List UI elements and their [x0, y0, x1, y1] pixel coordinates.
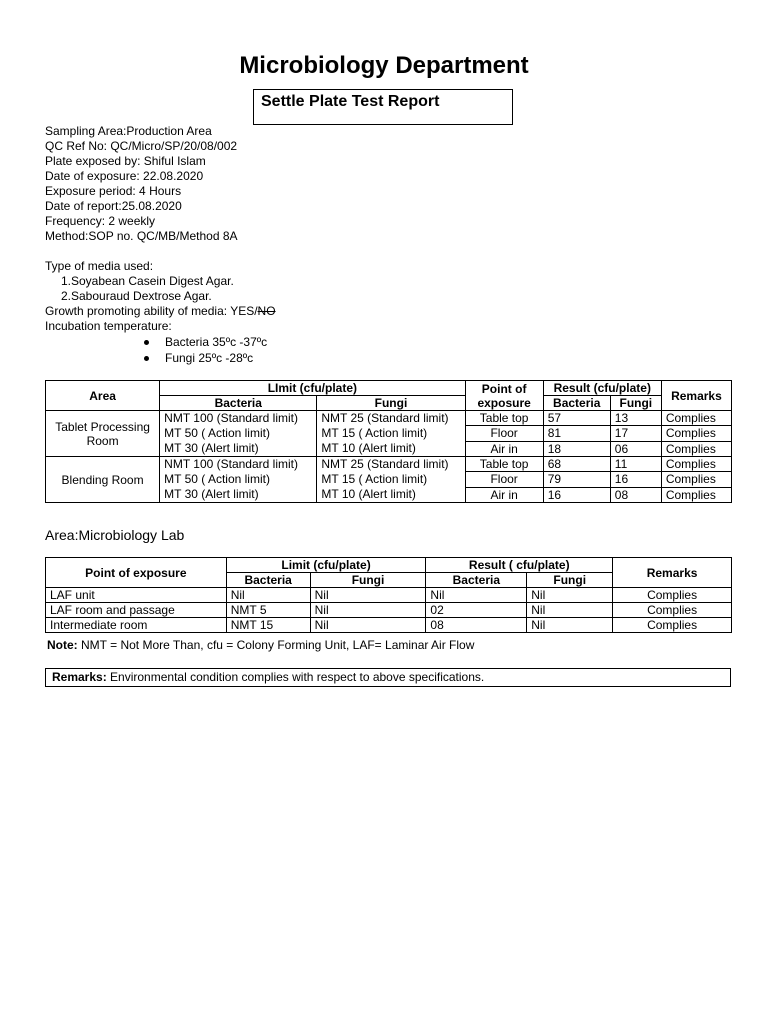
- point-cell: Air in: [465, 441, 543, 456]
- header-point: Point of exposure: [465, 381, 543, 411]
- header-point: Point of exposure: [46, 558, 227, 588]
- sampling-area: Sampling Area:Production Area: [45, 124, 212, 138]
- bacteria-result: 68: [543, 457, 610, 472]
- remarks-cell: Complies: [661, 457, 731, 472]
- limit-line: NMT 25 (Standard limit): [321, 457, 449, 471]
- table-row: [46, 457, 732, 472]
- limit-bacteria: NMT 5: [226, 603, 310, 618]
- point-cell: LAF unit: [46, 588, 227, 603]
- header-limit-fungi: Fungi: [310, 573, 426, 588]
- remarks-cell: Complies: [661, 441, 731, 456]
- remarks-cell: Complies: [661, 411, 731, 426]
- bacteria-result: 16: [543, 487, 610, 502]
- note-label: Note:: [47, 638, 78, 652]
- header-remarks: Remarks: [661, 381, 731, 411]
- bullet-icon: [144, 356, 149, 361]
- result-fungi: Nil: [527, 588, 613, 603]
- limit-line: NMT 100 (Standard limit): [164, 457, 298, 471]
- header-result-bacteria: Bacteria: [426, 573, 527, 588]
- bullet-icon: [144, 340, 149, 345]
- result-bacteria: 02: [426, 603, 527, 618]
- fungi-result: 13: [610, 411, 661, 426]
- growth-prefix: Growth promoting ability of media: YES/: [45, 304, 258, 318]
- fungi-limit-cell: [317, 411, 465, 457]
- limit-fungi: Nil: [310, 588, 426, 603]
- point-cell: Table top: [465, 411, 543, 426]
- remarks-cell: Complies: [613, 588, 732, 603]
- limit-line: NMT 100 (Standard limit): [164, 411, 298, 425]
- header-result-fungi: Fungi: [610, 396, 661, 411]
- table-row: [46, 618, 732, 633]
- result-fungi: Nil: [527, 603, 613, 618]
- growth-promoting: [45, 304, 276, 319]
- point-cell: Air in: [465, 487, 543, 502]
- header-result-bacteria: Bacteria: [543, 396, 610, 411]
- page-title: Microbiology Department: [239, 52, 529, 79]
- qc-ref: QC Ref No: QC/Micro/SP/20/08/002: [45, 139, 238, 153]
- limit-line: MT 15 ( Action limit): [321, 472, 428, 486]
- bacteria-result: 57: [543, 411, 610, 426]
- remarks-cell: Complies: [613, 618, 732, 633]
- point-cell: Floor: [465, 426, 543, 441]
- limit-fungi: Nil: [310, 603, 426, 618]
- header-result-fungi: Fungi: [527, 573, 613, 588]
- limit-line: NMT 25 (Standard limit): [321, 411, 449, 425]
- limit-line: MT 15 ( Action limit): [321, 426, 428, 440]
- incubation-heading: Incubation temperature:: [45, 319, 172, 333]
- remarks-cell: Complies: [613, 603, 732, 618]
- result-bacteria: 08: [426, 618, 527, 633]
- fungi-result: 11: [610, 457, 661, 472]
- exposed-by: Plate exposed by: Shiful Islam: [45, 154, 206, 168]
- fungi-result: 16: [610, 472, 661, 487]
- fungi-limit-cell: [317, 457, 465, 503]
- media-item-1: 1.Soyabean Casein Digest Agar.: [61, 274, 234, 288]
- report-title: Settle Plate Test Report: [261, 93, 440, 110]
- remarks-label: Remarks:: [52, 670, 107, 684]
- point-cell: LAF room and passage: [46, 603, 227, 618]
- bacteria-limit-cell: [160, 457, 317, 503]
- growth-struck: NO: [257, 304, 276, 318]
- limit-fungi: Nil: [310, 618, 426, 633]
- table-row: [46, 411, 732, 426]
- result-fungi: Nil: [527, 618, 613, 633]
- bacteria-result: 79: [543, 472, 610, 487]
- method: Method:SOP no. QC/MB/Method 8A: [45, 229, 238, 243]
- remarks-text: Environmental condition complies with respect to above specifications.: [106, 670, 485, 684]
- bacteria-result: 18: [543, 441, 610, 456]
- table-row: [46, 588, 732, 603]
- frequency: Frequency: 2 weekly: [45, 214, 156, 228]
- report-title-box: [253, 89, 513, 125]
- result-bacteria: Nil: [426, 588, 527, 603]
- limit-line: MT 30 (Alert limit): [164, 441, 259, 455]
- date-of-report: Date of report:25.08.2020: [45, 199, 182, 213]
- temp-bacteria-item: [45, 334, 276, 350]
- header-result: Result (cfu/plate): [543, 381, 661, 396]
- header-limit: Limit (cfu/plate): [226, 558, 426, 573]
- header-limit-bacteria: Bacteria: [160, 396, 317, 411]
- note-text: NMT = Not More Than, cfu = Colony Forming Unit, LAF= Laminar Air Flow: [77, 638, 475, 652]
- bacteria-result: 81: [543, 426, 610, 441]
- note: [47, 638, 474, 652]
- limit-line: MT 50 ( Action limit): [164, 426, 270, 440]
- temp-fungi-item: [45, 350, 276, 366]
- area-cell: Tablet Processing Room: [46, 411, 160, 457]
- limit-bacteria: Nil: [226, 588, 310, 603]
- header-result: Result ( cfu/plate): [426, 558, 613, 573]
- header-limit-fungi: Fungi: [317, 396, 465, 411]
- spacer: [45, 244, 276, 259]
- report-info: [45, 124, 276, 366]
- fungi-result: 17: [610, 426, 661, 441]
- remarks-box: [45, 668, 731, 687]
- microbiology-lab-table: [45, 557, 732, 633]
- exposure-period: Exposure period: 4 Hours: [45, 184, 182, 198]
- point-cell: Intermediate room: [46, 618, 227, 633]
- point-cell: Table top: [465, 457, 543, 472]
- header-remarks: Remarks: [613, 558, 732, 588]
- remarks-cell: Complies: [661, 472, 731, 487]
- limit-line: MT 30 (Alert limit): [164, 487, 259, 501]
- production-area-table: [45, 380, 732, 503]
- fungi-result: 08: [610, 487, 661, 502]
- temp-fungi: Fungi 25ºc -28ºc: [165, 350, 254, 365]
- fungi-result: 06: [610, 441, 661, 456]
- header-limit: LImit (cfu/plate): [160, 381, 465, 396]
- point-cell: Floor: [465, 472, 543, 487]
- bacteria-limit-cell: [160, 411, 317, 457]
- table-row: [46, 603, 732, 618]
- media-heading: Type of media used:: [45, 259, 154, 273]
- header-area: Area: [46, 381, 160, 411]
- limit-line: MT 10 (Alert limit): [321, 441, 416, 455]
- media-item-2: 2.Sabouraud Dextrose Agar.: [61, 289, 212, 303]
- area-cell: Blending Room: [46, 457, 160, 503]
- header-limit-bacteria: Bacteria: [226, 573, 310, 588]
- remarks-cell: Complies: [661, 487, 731, 502]
- temp-bacteria: Bacteria 35ºc -37ºc: [165, 334, 268, 349]
- remarks-cell: Complies: [661, 426, 731, 441]
- date-of-exposure: Date of exposure: 22.08.2020: [45, 169, 204, 183]
- area-microbiology-lab: Area:Microbiology Lab: [45, 527, 185, 543]
- limit-line: MT 50 ( Action limit): [164, 472, 270, 486]
- limit-bacteria: NMT 15: [226, 618, 310, 633]
- limit-line: MT 10 (Alert limit): [321, 487, 416, 501]
